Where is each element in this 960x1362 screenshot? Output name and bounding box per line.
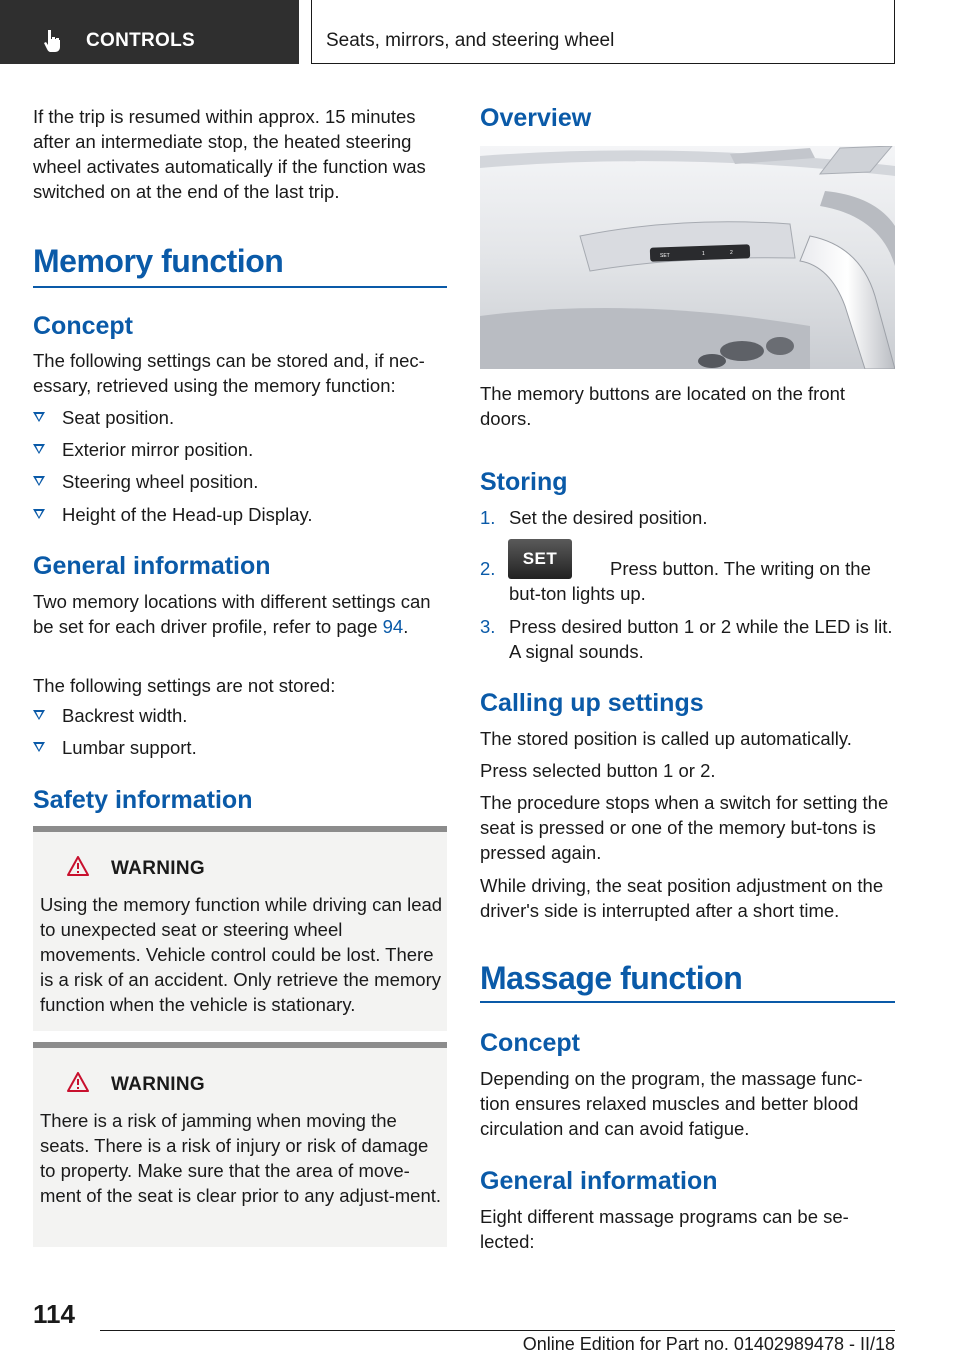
calling-text: Press selected button 1 or 2.: [480, 760, 716, 781]
breadcrumb: [311, 0, 895, 64]
concept-heading: Concept: [480, 1029, 580, 1057]
bullet-triangle-icon: [33, 710, 45, 720]
safety-information-heading: Safety information: [33, 786, 253, 814]
page-link[interactable]: 94: [382, 616, 404, 637]
massage-function-heading: Massage function: [480, 960, 743, 996]
intro-paragraph: If the trip is resumed within approx. 15 minutes after an intermediate stop, the heated steering wheel activates automatically if the function was switched on at the end of the last trip.: [33, 106, 426, 202]
page-number: 114: [33, 1299, 75, 1329]
not-stored-text: The following settings are not stored:: [33, 675, 336, 696]
svg-text:SET: SET: [660, 253, 670, 259]
memory-function-heading: Memory function: [33, 243, 284, 279]
concept-text: The following settings can be stored and, if nec-essary, retrieved using the memory function:: [33, 350, 425, 396]
bullet-triangle-icon: [33, 444, 45, 454]
calling-text: The procedure stops when a switch for setting the seat is pressed or one of the memory but-tons is pressed again.: [480, 792, 889, 863]
footer-rule: [100, 1330, 895, 1331]
heading-rule: [480, 1001, 895, 1003]
section-tab[interactable]: [0, 0, 299, 64]
concept-text: Depending on the program, the massage func-tion ensures relaxed muscles and better blood circulation and can avoid fatigue.: [480, 1068, 863, 1139]
door-memory-buttons-photo: [480, 146, 895, 369]
general-text: Eight different massage programs can be se-lected:: [480, 1206, 849, 1252]
bullet-triangle-icon: [33, 412, 45, 422]
storing-heading: Storing: [480, 468, 568, 496]
calling-text: While driving, the seat position adjustment on the driver's side is interrupted after a short time.: [480, 875, 884, 921]
warning-triangle-icon: [67, 856, 89, 876]
general-information-heading: General information: [480, 1167, 718, 1195]
hand-pointer-icon: [40, 28, 64, 52]
set-button-icon: SET: [508, 539, 572, 579]
general-text: Two memory locations with different settings can be set for each driver profile, refer to page 94.: [33, 591, 431, 637]
edition-note: Online Edition for Part no. 01402989478 - II/18: [522, 1334, 895, 1354]
overview-heading: Overview: [480, 104, 592, 132]
general-information-heading: General information: [33, 552, 271, 580]
bullet-triangle-icon: [33, 742, 45, 752]
warning-label: WARNING: [111, 858, 205, 879]
warning-label: WARNING: [111, 1074, 205, 1095]
concept-heading: Concept: [33, 312, 133, 340]
warning-text: Using the memory function while driving can lead to unexpected seat or steering wheel movements. Vehicle control could be lost. There is a risk of an accident. Only retrieve the memory function when the vehicle is stationary.: [40, 894, 443, 1015]
svg-text:1: 1: [702, 251, 705, 257]
warning-box: [33, 826, 447, 1031]
warning-triangle-icon: [67, 1072, 89, 1092]
section-title: CONTROLS: [86, 30, 196, 51]
bullet-triangle-icon: [33, 476, 45, 486]
calling-text: The stored position is called up automatically.: [480, 728, 852, 749]
warning-box: [33, 1042, 447, 1247]
photo-caption: The memory buttons are located on the front doors.: [480, 383, 846, 429]
breadcrumb-text: Seats, mirrors, and steering wheel: [326, 30, 615, 51]
warning-text: There is a risk of jamming when moving the seats. There is a risk of injury or risk of damage to property. Make sure that the area of move-ment of the seat is clear prior to any adjust-ment.: [40, 1110, 442, 1206]
bullet-triangle-icon: [33, 509, 45, 519]
calling-up-settings-heading: Calling up settings: [480, 689, 704, 717]
heading-rule: [33, 286, 447, 288]
svg-text:2: 2: [730, 250, 733, 256]
